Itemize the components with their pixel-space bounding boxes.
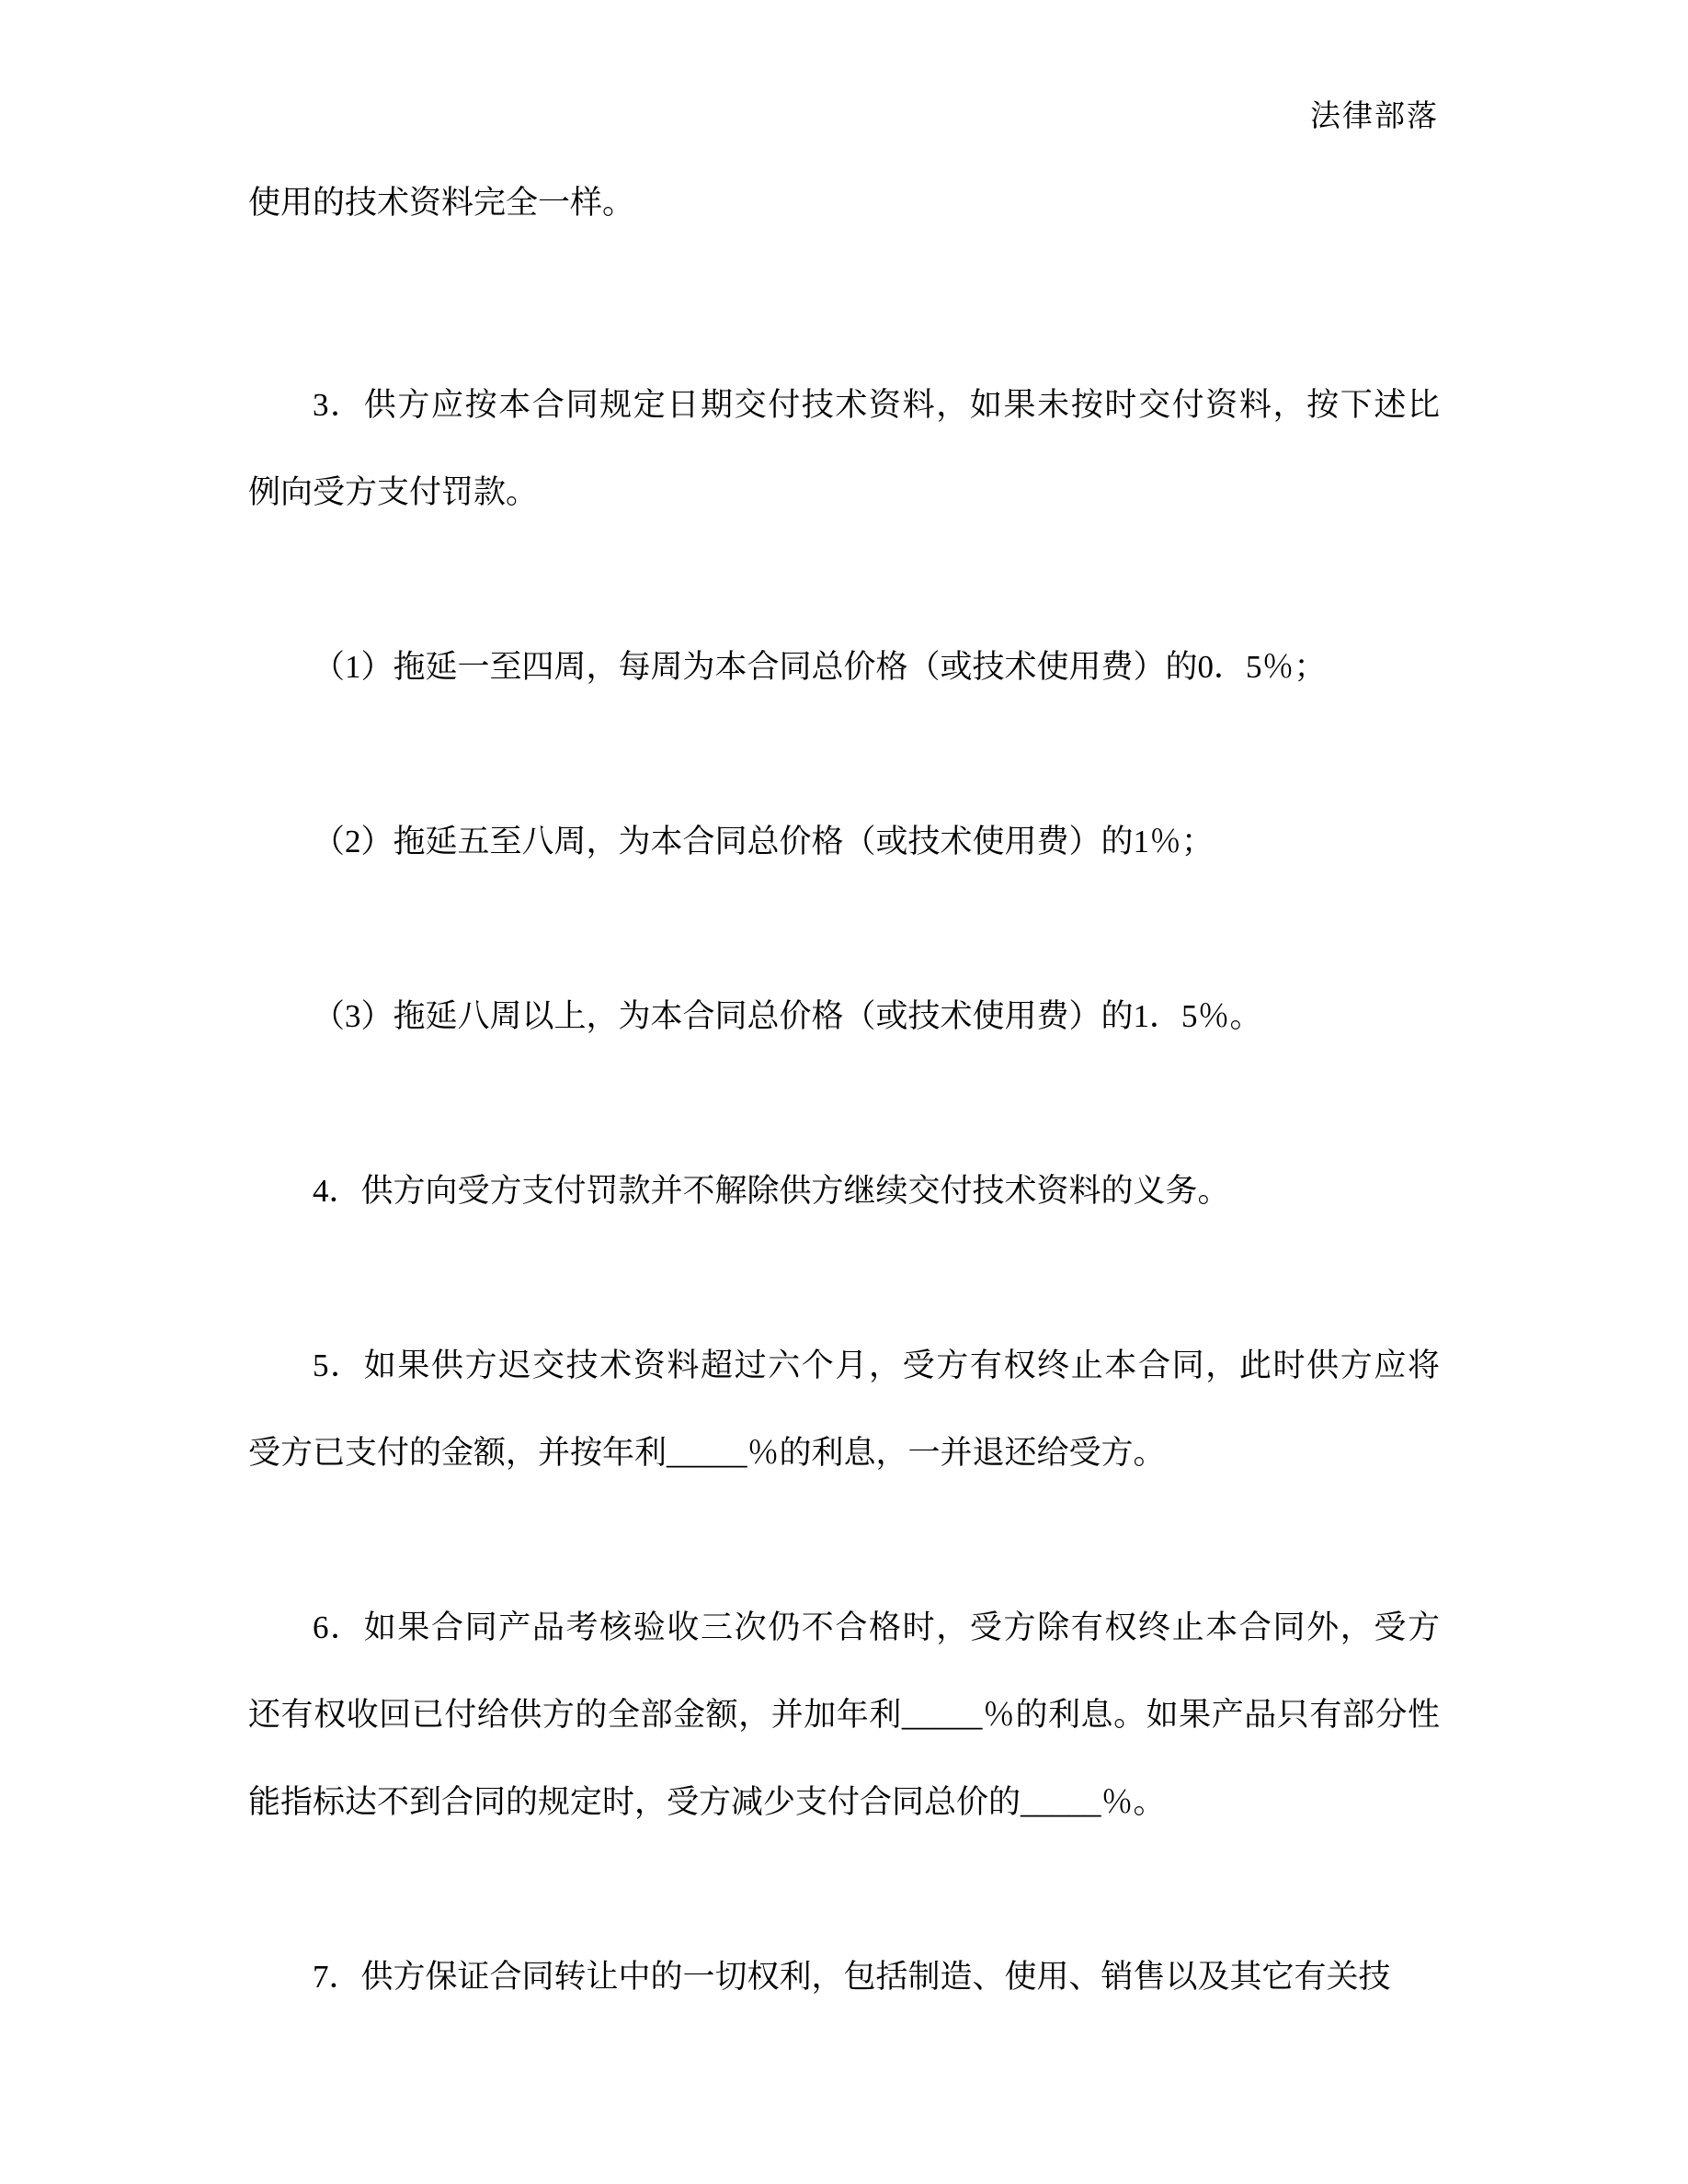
header-brand: 法律部落 <box>1310 100 1439 133</box>
text-line: 使用的技术资料完全一样。 <box>248 185 635 221</box>
paragraph-item-1 <box>248 623 1440 711</box>
paragraph-item-3 <box>248 973 1440 1060</box>
text-line: 4．供方向受方支付罚款并不解除供方继续交付技术资料的义务。 <box>313 1173 1230 1209</box>
text-line-with-blank: 受方已支付的金额，并按年利_____％的利息，一并退还给受方。 <box>248 1435 1166 1471</box>
text-line: （2）拖延五至八周，为本合同总价格（或技术使用费）的1％； <box>313 824 1215 859</box>
text-line: （1）拖延一至四周，每周为本合同总价格（或技术使用费）的0．5％； <box>313 649 1327 685</box>
paragraph-item-2 <box>248 798 1440 885</box>
paragraph-clause-5 <box>248 1322 1440 1496</box>
text-line: 7．供方保证合同转让中的一切权利，包括制造、使用、销售以及其它有关技 <box>313 1959 1391 1995</box>
text-line: 5．如果供方迟交技术资料超过六个月，受方有权终止本合同，此时供方应将 <box>313 1348 1440 1383</box>
text-line: 6．如果合同产品考核验收三次仍不合格时，受方除有权终止本合同外，受方 <box>313 1610 1440 1645</box>
paragraph-continuation <box>248 159 1440 246</box>
paragraph-clause-3 <box>248 361 1440 536</box>
paragraph-clause-6 <box>248 1584 1440 1846</box>
text-line: 例向受方支付罚款。 <box>248 474 539 510</box>
paragraph-clause-7 <box>248 1933 1440 2020</box>
text-line: （3）拖延八周以上，为本合同总价格（或技术使用费）的1．5％。 <box>313 998 1262 1034</box>
document-body <box>248 159 1440 2108</box>
text-line-with-blank: 能指标达不到合同的规定时，受方减少支付合同总价的_____％。 <box>248 1784 1166 1820</box>
text-line-with-blank: 还有权收回已付给供方的全部金额，并加年利_____％的利息。如果产品只有部分性 <box>248 1697 1440 1733</box>
paragraph-clause-4 <box>248 1147 1440 1234</box>
text-line: 3．供方应按本合同规定日期交付技术资料，如果未按时交付资料，按下述比 <box>313 387 1440 423</box>
